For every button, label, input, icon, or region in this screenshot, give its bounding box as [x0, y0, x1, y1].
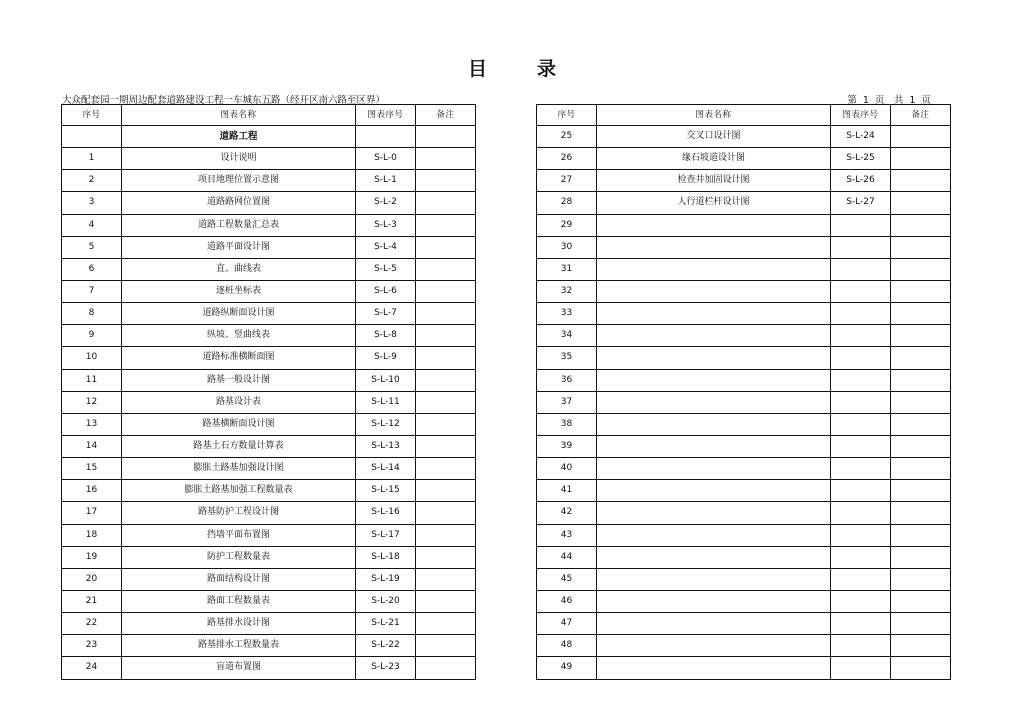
- row-code: [831, 347, 891, 369]
- table-row: [62, 435, 476, 457]
- table-row: [537, 126, 951, 148]
- row-seq: 21: [62, 590, 122, 612]
- row-name: 路基横断面设计图: [122, 413, 356, 435]
- row-seq: 39: [537, 435, 597, 457]
- row-code: [831, 657, 891, 679]
- table-row: [537, 280, 951, 302]
- row-name: 路面结构设计图: [122, 568, 356, 590]
- row-seq: 49: [537, 657, 597, 679]
- row-note: [416, 347, 476, 369]
- contents-table-left: [61, 104, 476, 680]
- row-name: 纵坡、竖曲线表: [122, 325, 356, 347]
- row-seq: 16: [62, 480, 122, 502]
- row-code: S-L-12: [356, 413, 416, 435]
- row-note: [891, 568, 951, 590]
- row-note: [891, 590, 951, 612]
- row-seq: 48: [537, 635, 597, 657]
- row-seq: 34: [537, 325, 597, 347]
- row-code: [831, 369, 891, 391]
- row-seq: [62, 126, 122, 148]
- row-name: 盲道布置图: [122, 657, 356, 679]
- row-code: [831, 391, 891, 413]
- row-note: [416, 126, 476, 148]
- row-name: [597, 258, 831, 280]
- row-code: S-L-26: [831, 170, 891, 192]
- row-name: 道路纵断面设计图: [122, 303, 356, 325]
- row-name: [597, 435, 831, 457]
- row-seq: 17: [62, 502, 122, 524]
- row-code: S-L-23: [356, 657, 416, 679]
- header-seq: 序号: [537, 105, 597, 126]
- row-seq: 29: [537, 214, 597, 236]
- row-code: S-L-4: [356, 236, 416, 258]
- table-row: [62, 280, 476, 302]
- row-code: S-L-0: [356, 148, 416, 170]
- row-seq: 47: [537, 613, 597, 635]
- row-name: [597, 480, 831, 502]
- header-name: 图表名称: [597, 105, 831, 126]
- table-row: [62, 546, 476, 568]
- row-seq: 23: [62, 635, 122, 657]
- header-row: [62, 105, 476, 126]
- row-note: [891, 524, 951, 546]
- row-seq: 35: [537, 347, 597, 369]
- table-row: [62, 524, 476, 546]
- row-code: S-L-3: [356, 214, 416, 236]
- table-row: [62, 590, 476, 612]
- row-code: [831, 458, 891, 480]
- row-seq: 9: [62, 325, 122, 347]
- row-code: [831, 413, 891, 435]
- row-code: S-L-5: [356, 258, 416, 280]
- row-name: [597, 391, 831, 413]
- row-name: [597, 458, 831, 480]
- row-name: 路基防护工程设计图: [122, 502, 356, 524]
- row-seq: 32: [537, 280, 597, 302]
- table-row: [62, 347, 476, 369]
- row-seq: 1: [62, 148, 122, 170]
- row-seq: 14: [62, 435, 122, 457]
- row-name: [597, 502, 831, 524]
- row-seq: 26: [537, 148, 597, 170]
- row-seq: 30: [537, 236, 597, 258]
- row-note: [416, 613, 476, 635]
- row-seq: 38: [537, 413, 597, 435]
- row-name: 路面工程数量表: [122, 590, 356, 612]
- row-seq: 20: [62, 568, 122, 590]
- row-name: [597, 613, 831, 635]
- row-seq: 6: [62, 258, 122, 280]
- row-seq: 18: [62, 524, 122, 546]
- row-seq: 10: [62, 347, 122, 369]
- table-row: [62, 236, 476, 258]
- table-row: [537, 413, 951, 435]
- row-name: 缘石坡道设计图: [597, 148, 831, 170]
- table-row: [537, 170, 951, 192]
- row-note: [891, 502, 951, 524]
- row-seq: 8: [62, 303, 122, 325]
- table-row: [537, 458, 951, 480]
- row-seq: 42: [537, 502, 597, 524]
- row-note: [416, 590, 476, 612]
- row-code: S-L-19: [356, 568, 416, 590]
- row-seq: 40: [537, 458, 597, 480]
- row-code: [831, 303, 891, 325]
- row-note: [891, 480, 951, 502]
- row-name: [597, 347, 831, 369]
- row-code: S-L-25: [831, 148, 891, 170]
- table-row: [537, 635, 951, 657]
- row-name: 道路路网位置图: [122, 192, 356, 214]
- row-note: [891, 303, 951, 325]
- table-row: [62, 258, 476, 280]
- row-note: [416, 192, 476, 214]
- row-code: [831, 280, 891, 302]
- row-note: [416, 413, 476, 435]
- table-row: [62, 170, 476, 192]
- table-row: [537, 524, 951, 546]
- row-seq: 37: [537, 391, 597, 413]
- row-name: 路基土石方数量计算表: [122, 435, 356, 457]
- row-note: [891, 369, 951, 391]
- row-name: 检查井加固设计图: [597, 170, 831, 192]
- page-title: [0, 54, 1024, 81]
- row-note: [416, 258, 476, 280]
- row-name: 逐桩坐标表: [122, 280, 356, 302]
- table-row: [62, 413, 476, 435]
- row-name: [597, 236, 831, 258]
- section-row: [62, 126, 476, 148]
- header-code: 图表序号: [356, 105, 416, 126]
- row-note: [416, 148, 476, 170]
- header-name: 图表名称: [122, 105, 356, 126]
- row-note: [416, 303, 476, 325]
- table-row: [537, 214, 951, 236]
- table-row: [62, 502, 476, 524]
- table-row: [62, 613, 476, 635]
- table-row: [62, 325, 476, 347]
- row-name: [597, 590, 831, 612]
- row-code: [356, 126, 416, 148]
- row-seq: 36: [537, 369, 597, 391]
- row-note: [891, 214, 951, 236]
- row-note: [416, 214, 476, 236]
- project-name: 大众配套园一期周边配套道路建设工程一车城东五路（经开区南六路至区界）: [62, 95, 386, 106]
- header-note: 备注: [416, 105, 476, 126]
- row-code: S-L-7: [356, 303, 416, 325]
- row-note: [416, 568, 476, 590]
- row-note: [891, 126, 951, 148]
- row-code: S-L-24: [831, 126, 891, 148]
- row-code: S-L-1: [356, 170, 416, 192]
- page-info: 第 1 页 共 1 页: [847, 95, 931, 106]
- row-code: [831, 214, 891, 236]
- row-seq: 15: [62, 458, 122, 480]
- row-name: 路基排水设计图: [122, 613, 356, 635]
- row-code: S-L-27: [831, 192, 891, 214]
- row-code: [831, 480, 891, 502]
- row-seq: 45: [537, 568, 597, 590]
- row-note: [891, 280, 951, 302]
- table-row: [537, 303, 951, 325]
- row-note: [416, 480, 476, 502]
- row-code: [831, 590, 891, 612]
- row-code: S-L-18: [356, 546, 416, 568]
- table-row: [62, 192, 476, 214]
- row-code: [831, 546, 891, 568]
- row-name: 设计说明: [122, 148, 356, 170]
- row-name: 挡墙平面布置图: [122, 524, 356, 546]
- row-code: [831, 236, 891, 258]
- row-code: S-L-8: [356, 325, 416, 347]
- table-row: [62, 458, 476, 480]
- table-row: [537, 435, 951, 457]
- row-name: [597, 369, 831, 391]
- row-name: 路基一般设计图: [122, 369, 356, 391]
- row-code: [831, 635, 891, 657]
- table-row: [537, 236, 951, 258]
- row-seq: 24: [62, 657, 122, 679]
- table-row: [537, 590, 951, 612]
- row-name: 交叉口设计图: [597, 126, 831, 148]
- title-char-2: 录: [537, 58, 557, 80]
- row-code: S-L-10: [356, 369, 416, 391]
- row-note: [416, 170, 476, 192]
- row-note: [891, 347, 951, 369]
- row-code: [831, 325, 891, 347]
- table-row: [537, 148, 951, 170]
- row-seq: 46: [537, 590, 597, 612]
- table-row: [62, 635, 476, 657]
- row-name: 道路平面设计图: [122, 236, 356, 258]
- row-seq: 7: [62, 280, 122, 302]
- table-row: [537, 369, 951, 391]
- table-row: [537, 325, 951, 347]
- table-row: [537, 613, 951, 635]
- row-name: 道路工程数量汇总表: [122, 214, 356, 236]
- table-row: [62, 148, 476, 170]
- table-row: [537, 391, 951, 413]
- row-code: S-L-2: [356, 192, 416, 214]
- row-code: S-L-16: [356, 502, 416, 524]
- row-note: [416, 236, 476, 258]
- table-row: [62, 568, 476, 590]
- row-code: [831, 502, 891, 524]
- row-seq: 33: [537, 303, 597, 325]
- row-note: [891, 458, 951, 480]
- row-name: 道路工程: [122, 126, 356, 148]
- row-note: [416, 391, 476, 413]
- header-code: 图表序号: [831, 105, 891, 126]
- table-row: [62, 657, 476, 679]
- row-seq: 11: [62, 369, 122, 391]
- table-row: [62, 391, 476, 413]
- row-note: [416, 435, 476, 457]
- row-seq: 25: [537, 126, 597, 148]
- header-row: [537, 105, 951, 126]
- row-code: S-L-15: [356, 480, 416, 502]
- header-note: 备注: [891, 105, 951, 126]
- row-note: [891, 435, 951, 457]
- row-note: [891, 192, 951, 214]
- row-note: [416, 546, 476, 568]
- row-seq: 12: [62, 391, 122, 413]
- row-seq: 31: [537, 258, 597, 280]
- row-name: 路基设计表: [122, 391, 356, 413]
- row-name: [597, 325, 831, 347]
- row-name: 直、曲线表: [122, 258, 356, 280]
- row-note: [891, 325, 951, 347]
- row-note: [891, 635, 951, 657]
- row-seq: 19: [62, 546, 122, 568]
- row-note: [416, 657, 476, 679]
- row-note: [416, 458, 476, 480]
- row-name: [597, 303, 831, 325]
- row-code: S-L-20: [356, 590, 416, 612]
- row-seq: 22: [62, 613, 122, 635]
- row-seq: 43: [537, 524, 597, 546]
- row-note: [891, 236, 951, 258]
- table-row: [537, 347, 951, 369]
- row-seq: 27: [537, 170, 597, 192]
- table-row: [62, 303, 476, 325]
- row-name: [597, 413, 831, 435]
- row-name: [597, 635, 831, 657]
- row-name: 膨胀土路基加强设计图: [122, 458, 356, 480]
- row-note: [891, 148, 951, 170]
- row-name: 道路标准横断面图: [122, 347, 356, 369]
- row-name: 人行道栏杆设计图: [597, 192, 831, 214]
- table-row: [537, 502, 951, 524]
- table-row: [62, 480, 476, 502]
- title-char-1: 目: [467, 58, 487, 80]
- row-note: [891, 657, 951, 679]
- row-note: [416, 325, 476, 347]
- table-row: [537, 192, 951, 214]
- row-code: S-L-9: [356, 347, 416, 369]
- table-row: [537, 546, 951, 568]
- row-note: [891, 546, 951, 568]
- row-code: S-L-6: [356, 280, 416, 302]
- row-code: S-L-22: [356, 635, 416, 657]
- row-seq: 13: [62, 413, 122, 435]
- row-code: S-L-11: [356, 391, 416, 413]
- row-name: 路基排水工程数量表: [122, 635, 356, 657]
- row-seq: 28: [537, 192, 597, 214]
- row-seq: 44: [537, 546, 597, 568]
- row-name: [597, 546, 831, 568]
- row-note: [416, 369, 476, 391]
- row-code: [831, 258, 891, 280]
- row-note: [891, 391, 951, 413]
- row-note: [891, 413, 951, 435]
- row-seq: 4: [62, 214, 122, 236]
- row-note: [891, 170, 951, 192]
- row-code: S-L-17: [356, 524, 416, 546]
- row-note: [416, 635, 476, 657]
- row-code: [831, 435, 891, 457]
- row-name: [597, 524, 831, 546]
- table-row: [537, 258, 951, 280]
- row-code: S-L-14: [356, 458, 416, 480]
- table-row: [62, 214, 476, 236]
- row-name: 防护工程数量表: [122, 546, 356, 568]
- row-name: [597, 280, 831, 302]
- table-row: [62, 369, 476, 391]
- table-row: [537, 657, 951, 679]
- row-code: [831, 568, 891, 590]
- row-seq: 3: [62, 192, 122, 214]
- row-note: [416, 502, 476, 524]
- row-name: [597, 214, 831, 236]
- row-name: 膨胀土路基加强工程数量表: [122, 480, 356, 502]
- contents-table-right: [536, 104, 951, 680]
- row-note: [891, 258, 951, 280]
- row-code: S-L-13: [356, 435, 416, 457]
- row-seq: 41: [537, 480, 597, 502]
- row-seq: 5: [62, 236, 122, 258]
- table-row: [537, 480, 951, 502]
- row-code: [831, 524, 891, 546]
- row-note: [416, 524, 476, 546]
- row-note: [891, 613, 951, 635]
- row-seq: 2: [62, 170, 122, 192]
- table-row: [537, 568, 951, 590]
- row-name: [597, 568, 831, 590]
- row-code: S-L-21: [356, 613, 416, 635]
- header-seq: 序号: [62, 105, 122, 126]
- row-note: [416, 280, 476, 302]
- row-name: 项目地理位置示意图: [122, 170, 356, 192]
- row-name: [597, 657, 831, 679]
- row-code: [831, 613, 891, 635]
